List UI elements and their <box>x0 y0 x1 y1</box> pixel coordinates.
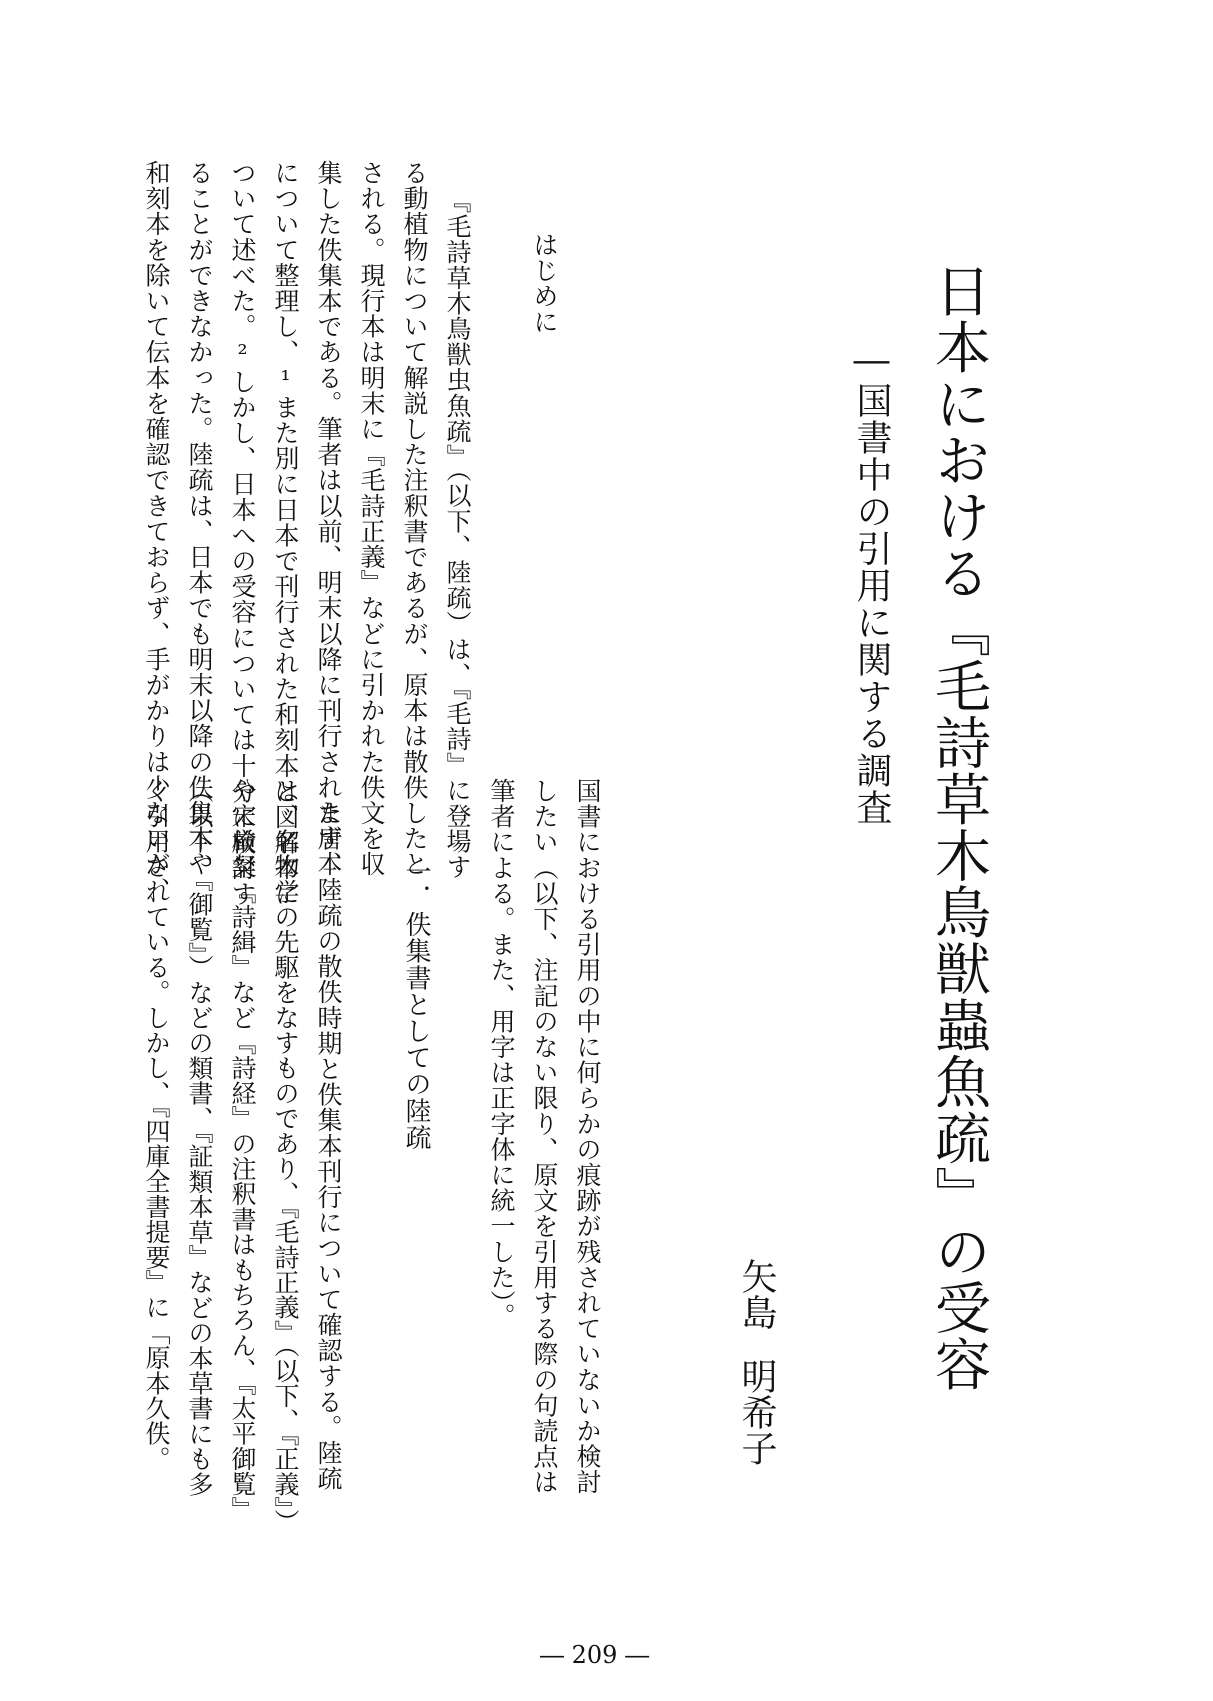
text-column: 集した佚集本である。筆者は以前、明末以降に刊行された唐本 <box>314 160 343 877</box>
section-heading-intro: はじめに <box>530 232 559 335</box>
text-column: 和刻本を除いて伝本を確認できておらず、手がかりは少ないが、 <box>142 160 171 903</box>
section-heading-1: 一．佚集書としての陸疏 <box>401 858 431 1151</box>
author-given-name: 明希子 <box>736 1358 777 1466</box>
author-family-name: 矢島 <box>736 1258 777 1330</box>
text-column: について整理し、¹また別に日本で刊行された和刻本と図解本に <box>271 160 300 907</box>
text-column: 国書における引用の中に何らかの痕跡が残されていないか検討 <box>573 778 602 1495</box>
article-subtitle: ―国書中の引用に関する調査 <box>851 340 892 826</box>
text-column: まず、陸疏の散佚時期と佚集本刊行について確認する。陸疏 <box>314 800 343 1492</box>
text-column: （以下、『御覧』）などの類書、『証類本草』などの本草書にも多 <box>185 778 214 1497</box>
text-column: したい（以下、注記のない限り、原文を引用する際の句読点は <box>530 778 559 1495</box>
text-column: る動植物について解説した注釈書であるが、原本は散佚したと <box>400 160 429 877</box>
text-column: く引用されている。しかし、『四庫全書提要』に「原本久佚。 <box>142 778 171 1472</box>
text-column: や宋厳粲『詩緝』など『詩経』の注釈書はもちろん、『太平御覧』 <box>228 778 257 1522</box>
text-column: ついて述べた。²しかし、日本への受容については十分に検討す <box>228 160 257 907</box>
text-column: 筆者による。また、用字は正字体に統一した）。 <box>487 778 516 1329</box>
text-column: される。現行本は明末に『毛詩正義』などに引かれた佚文を収 <box>357 160 386 877</box>
author-name <box>736 1258 777 1466</box>
text-column: ることができなかった。陸疏は、日本でも明末以降の佚集本や <box>185 160 214 877</box>
text-column: 『毛詩草木鳥獣虫魚疏』（以下、陸疏）は、『毛詩』に登場す <box>443 188 472 880</box>
page-number: ― 209 ― <box>540 1641 650 1669</box>
text-column: は、名物学の先駆をなすものであり、『毛詩正義』（以下、『正義』） <box>271 778 300 1535</box>
article-title: 日本における『毛詩草木鳥獣蟲魚疏』の受容 <box>926 262 991 1392</box>
